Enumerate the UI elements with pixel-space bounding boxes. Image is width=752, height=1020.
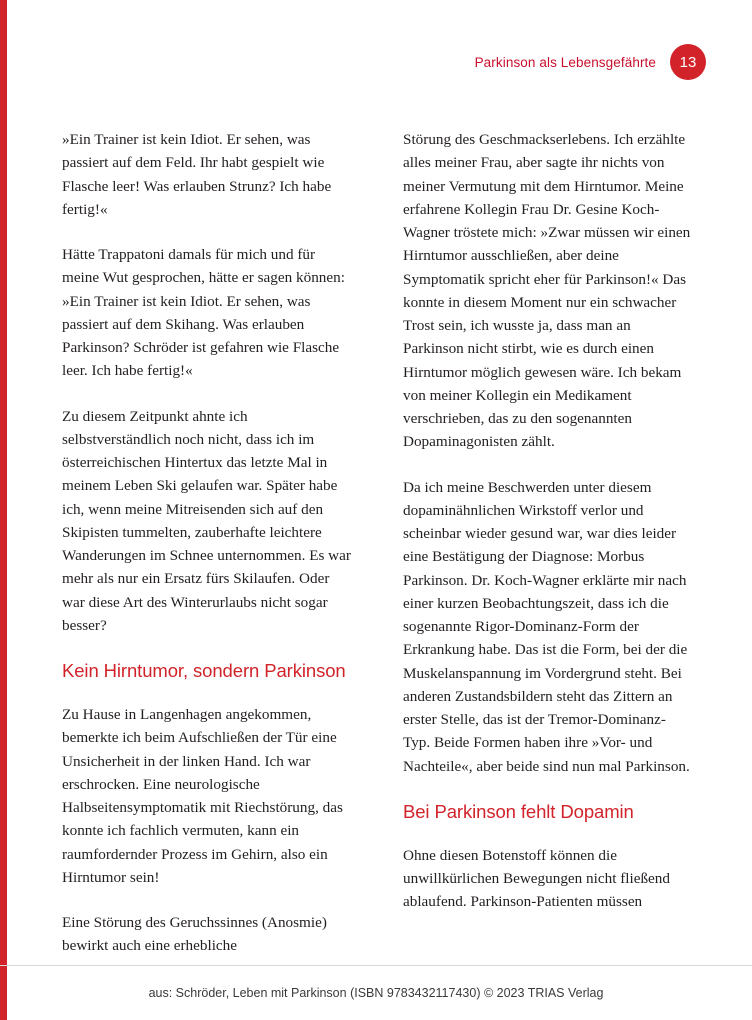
paragraph: Eine Störung des Geruchssinnes (Anosmie) bewirkt auch eine erhebliche bbox=[62, 914, 327, 955]
paragraph: Ohne diesen Botenstoff können die unwillkürlichen Bewegungen nicht fließend ablaufend. Parkinson-Patienten müssen bbox=[403, 846, 670, 911]
page-header bbox=[475, 44, 706, 80]
section-heading: Bei Parkinson fehlt Dopamin bbox=[403, 800, 634, 822]
paragraph: Hätte Trappatoni damals für mich und für meine Wut gesprochen, hätte er sagen können: »Ein Trainer ist kein Idiot. Er sehen, was passiert auf dem Skihang. Was erlauben Parkinson? Schröder ist gefahren wie Flasche leer. Ich habe fertig!« bbox=[62, 246, 345, 380]
page-footer bbox=[0, 965, 752, 1020]
running-title: Parkinson als Lebensgefährte bbox=[474, 54, 656, 70]
paragraph: Da ich meine Beschwerden unter diesem dopaminähnlichen Wirkstoff verlor und scheinbar wieder gesund war, war dies leider eine Bestätigung der Diagnose: Morbus Parkinson. Dr. Koch-Wagner erklärte mir nach einer kurzen Beobachtungszeit, dass ich die sogenannte Rigor-Dominanz-Form der Erkrankung habe. Das ist die Form, bei der die Muskelanspannung im Vordergrund steht. Bei anderen Zustandsbildern steht das Zittern an erster Stelle, das ist der Tremor-Dominanz-Typ. Beide Formen haben ihre »Vor- und Nachteile«, aber beide sind nun mal Parkinson. bbox=[403, 478, 690, 775]
section-heading: Kein Hirntumor, sondern Parkinson bbox=[62, 660, 346, 681]
page-number-badge: 13 bbox=[670, 44, 706, 80]
paragraph: Zu Hause in Langenhagen angekommen, bemerkte ich beim Aufschließen der Tür eine Unsicherheit in der linken Hand. Ich war erschrocken. Eine neurologische Halbseitensymptomatik mit Riechstörung, das konnte ich fachlich vermuten, kann ein raumfordernder Prozess im Gehirn, also ein Hirntumor sein! bbox=[62, 706, 343, 886]
right-column bbox=[403, 128, 692, 958]
body-columns bbox=[62, 128, 692, 958]
paragraph: »Ein Trainer ist kein Idiot. Er sehen, was passiert auf dem Feld. Ihr habt gespielt wie Flasche leer! Was erlauben Strunz? Ich habe fertig!« bbox=[62, 131, 332, 218]
left-column bbox=[62, 128, 351, 958]
page-edge-rule bbox=[0, 0, 7, 1020]
paragraph: Störung des Geschmackserlebens. Ich erzählte alles meiner Frau, aber sagte ihr nichts von meiner Vermutung mit dem Hirntumor. Meine erfahrene Kollegin Frau Dr. Gesine Koch-Wagner tröstete mich: »Zwar müssen wir einen Hirntumor ausschließen, aber deine Symptomatik spricht eher für Parkinson!« Das konnte in diesem Moment nur ein schwacher Trost sein, ich wusste ja, dass man an Parkinson nicht stirbt, wie es durch einen Hirntumor möglich gewesen wäre. Ich bekam von meiner Kollegin ein Medikament verschrieben, das zu den sogenannten Dopaminagonisten zählt. bbox=[403, 131, 691, 451]
paragraph: Zu diesem Zeitpunkt ahnte ich selbstverständlich noch nicht, dass ich im österreichischen Hintertux das letzte Mal in meinem Leben Ski gelaufen war. Später habe ich, wenn meine Mitreisenden sich auf den Skipisten tummelten, zauberhafte leichtere Wanderungen im Schnee unternommen. Es war mehr als nur ein Ersatz fürs Skilaufen. Oder war diese Art des Winterurlaubs nicht sogar besser? bbox=[62, 407, 351, 634]
source-credit: aus: Schröder, Leben mit Parkinson (ISBN 9783432117430) © 2023 TRIAS Verlag bbox=[148, 986, 604, 1000]
